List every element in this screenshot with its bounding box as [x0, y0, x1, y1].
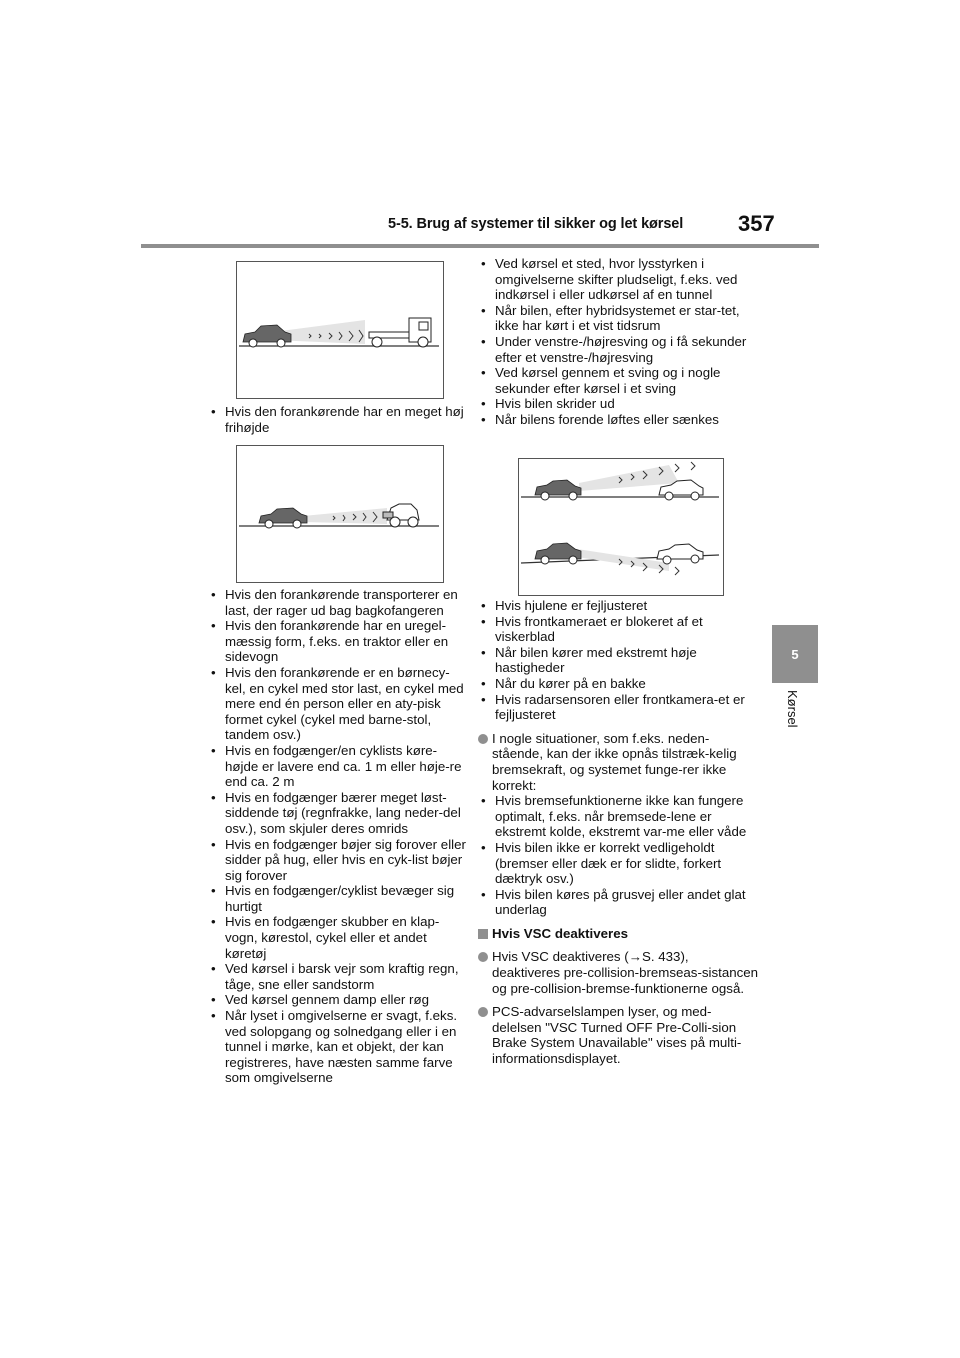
figure-front-lifting	[518, 458, 724, 596]
list-item: • Hvis den forankørende har en meget høj frihøjde	[208, 404, 470, 435]
chapter-number: 5	[791, 646, 799, 662]
heading-text: Hvis VSC deaktiveres	[492, 925, 629, 941]
circle-bullet-icon	[478, 1007, 488, 1017]
left-column-top	[208, 404, 470, 435]
square-bullet-icon	[478, 929, 488, 939]
protruding-load-illustration-icon	[237, 446, 443, 582]
list-item: • Når bilen kører med ekstremt høje hastigheder	[478, 645, 760, 676]
list-item: • Når du kører på en bakke	[478, 676, 760, 692]
list-item: • Hvis bilen skrider ud	[478, 396, 760, 412]
list-item: • Hvis en fodgænger skubber en klap-vogn, kørestol, cykel eller et andet køretøj	[208, 914, 470, 961]
list-item: • Når lyset i omgivelserne er svagt, f.eks. ved solopgang og solnedgang eller i en tunnel i mørke, kan et objekt, der kan registreres, have næsten samme farve som omgivelserne	[208, 1008, 470, 1086]
list-item: • Ved kørsel gennem et sving og i nogle sekunder efter kørsel i et sving	[478, 365, 760, 396]
figure-high-clearance	[236, 261, 444, 399]
list-item: • Hvis en fodgænger bøjer sig forover eller sidder på hug, eller hvis en cyk-list bøjer sig forover	[208, 837, 470, 884]
list-item: • Ved kørsel et sted, hvor lysstyrken i omgivelserne skifter pludseligt, f.eks. ved indkørsel i eller udkørsel af en tunnel	[478, 256, 760, 303]
chapter-label: Kørsel	[785, 690, 800, 728]
right-column-bottom	[478, 598, 760, 1067]
front-lifting-illustration-icon	[519, 459, 723, 595]
left-column-list	[208, 587, 470, 1086]
list-item: • Ved kørsel i barsk vejr som kraftig regn, tåge, sne eller sandstorm	[208, 961, 470, 992]
list-item: • Hvis frontkameraet er blokeret af et viskerblad	[478, 614, 760, 645]
list-item: • Hvis den forankørende transporterer en last, der rager ud bag bagkofangeren	[208, 587, 470, 618]
section-heading	[478, 926, 760, 942]
section-title: 5-5. Brug af systemer til sikker og let kørsel	[388, 216, 684, 232]
list-item: • Hvis en fodgænger bærer meget løst-siddende tøj (regnfrakke, lang neder-del osv.), som skjuler deres omrids	[208, 790, 470, 837]
list-item: • Hvis en fodgænger/cyklist bevæger sig hurtigt	[208, 883, 470, 914]
note-paragraph	[478, 949, 760, 996]
header-rule	[141, 244, 819, 248]
note-paragraph	[478, 731, 760, 793]
list-item: • Hvis hjulene er fejljusteret	[478, 598, 760, 614]
chapter-tab[interactable]	[772, 625, 818, 683]
list-item: • Hvis den forankørende er en børnecy-kel, en cykel med stor last, en cykel med mere end én person eller en aty-pisk formet cykel (cykel med barne-stol, tandem osv.)	[208, 665, 470, 743]
list-item: • Hvis den forankørende har en uregel-mæssig form, f.eks. en traktor eller en sidevogn	[208, 618, 470, 665]
list-item: • Når bilen, efter hybridsystemet er star-tet, ikke har kørt i et vist tidsrum	[478, 303, 760, 334]
note-text: Hvis VSC deaktiveres (→S. 433), deaktiveres pre-collision-bremseas-sistancen og pre-collision-bremse-funktionerne også.	[492, 949, 759, 996]
list-item: • Når bilens forende løftes eller sænkes	[478, 412, 760, 428]
list-item: • Hvis bremsefunktionerne ikke kan fungere optimalt, f.eks. når bremsede-lene er ekstremt kolde, ekstremt var-me eller våde	[478, 793, 760, 840]
list-item: • Hvis en fodgænger/en cyklists køre-højde er lavere end ca. 1 m eller høje-re end ca. 2 m	[208, 743, 470, 790]
list-item: • Hvis radarsensoren eller frontkamera-et er fejljusteret	[478, 692, 760, 723]
list-item: • Hvis bilen køres på grusvej eller andet glat underlag	[478, 887, 760, 918]
note-text: PCS-advarselslampen lyser, og med-delelsen "VSC Turned OFF Pre-Colli-sion Brake System Unavailable" vises på multi-informationsdisplayet.	[492, 1004, 742, 1067]
circle-bullet-icon	[478, 734, 488, 744]
page-number: 357	[738, 211, 775, 236]
list-item: • Ved kørsel gennem damp eller røg	[208, 992, 470, 1008]
list-item: • Under venstre-/højresving og i få sekunder efter et venstre-/højresving	[478, 334, 760, 365]
right-column-top	[478, 256, 760, 428]
note-paragraph	[478, 1004, 760, 1066]
note-text: I nogle situationer, som f.eks. neden-stående, kan der ikke opnås tilstræk-kelig bremsekraft, og systemet funge-rer ikke korrekt:	[492, 730, 737, 793]
list-item: • Hvis bilen ikke er korrekt vedligeholdt (bremser eller dæk er for slidte, forkert dæktryk osv.)	[478, 840, 760, 887]
high-clearance-illustration-icon	[237, 262, 443, 398]
figure-protruding-load	[236, 445, 444, 583]
circle-bullet-icon	[478, 952, 488, 962]
